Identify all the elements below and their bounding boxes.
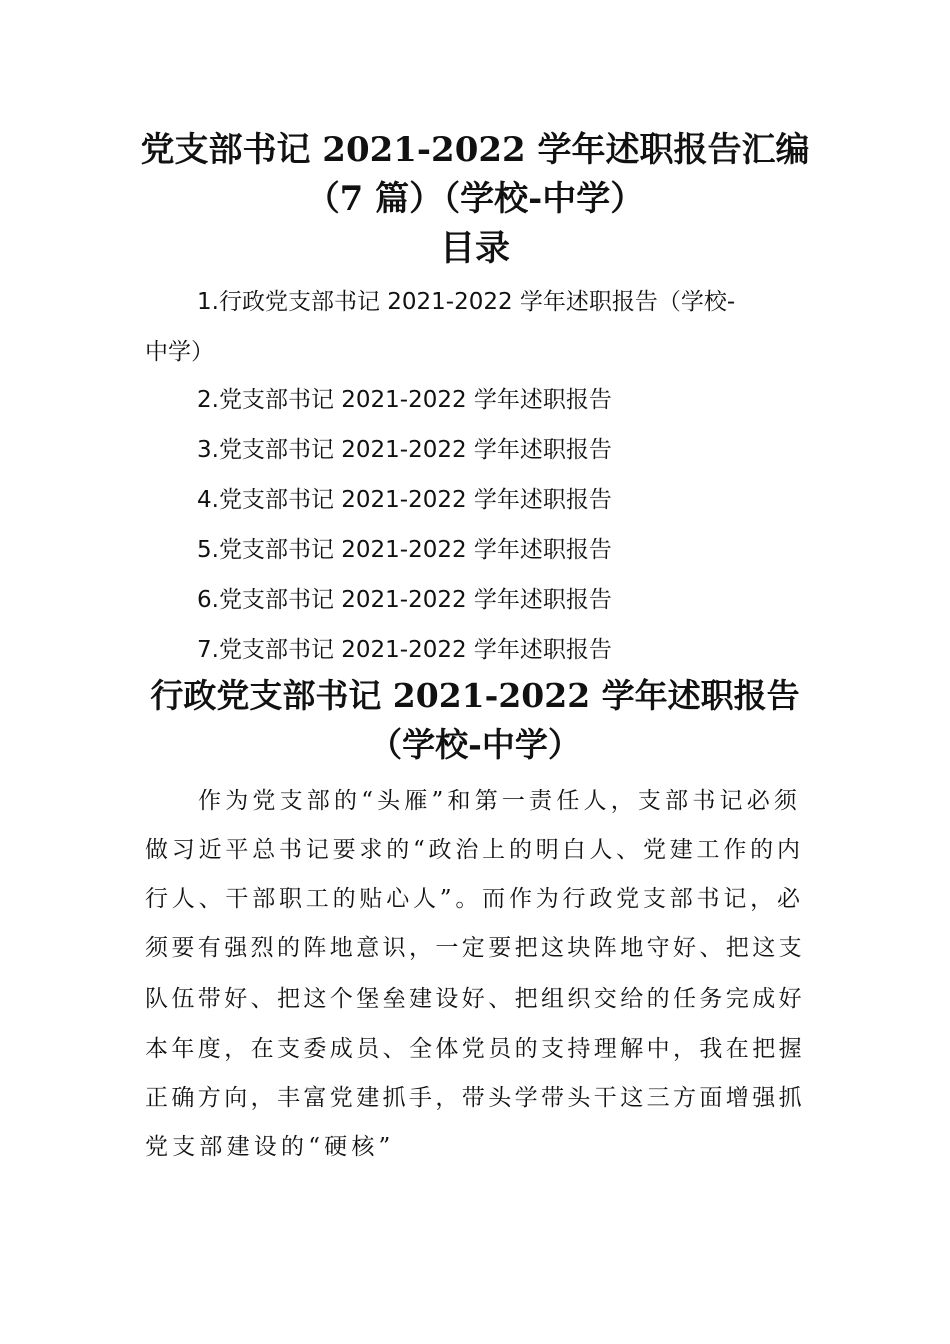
paragraph-line: 正确方向，丰富党建抓手，带头学带头干这三方面增强抓 <box>145 1085 805 1111</box>
paragraph-line: 队伍带好、把这个堡垒建设好、把组织交给的任务完成好 <box>145 986 805 1012</box>
article-title-line-1: 行政党支部书记 2021-2022 学年述职报告 <box>150 676 800 715</box>
document-title-line-2: （7 篇）（学校-中学） <box>305 179 645 219</box>
toc-item-4: 4.党支部书记 2021-2022 学年述职报告 <box>197 487 612 513</box>
paragraph-line: 须要有强烈的阵地意识，一定要把这块阵地守好、把这支 <box>145 935 805 961</box>
paragraph-line: 作为党支部的“头雁”和第一责任人，支部书记必须 <box>198 788 802 814</box>
paragraph-line: 本年度，在支委成员、全体党员的支持理解中，我在把握 <box>145 1036 805 1062</box>
toc-item-7: 7.党支部书记 2021-2022 学年述职报告 <box>197 637 612 663</box>
toc-item-1: 1.行政党支部书记 2021-2022 学年述职报告（学校- <box>197 289 736 315</box>
toc-item-3: 3.党支部书记 2021-2022 学年述职报告 <box>197 437 612 463</box>
toc-item-1-continued: 中学） <box>145 339 214 365</box>
toc-item-5: 5.党支部书记 2021-2022 学年述职报告 <box>197 537 612 563</box>
article-title-line-2: （学校-中学） <box>369 725 581 764</box>
toc-heading: 目录 <box>439 228 510 269</box>
paragraph-line: 做习近平总书记要求的“政治上的明白人、党建工作的内 <box>145 837 804 863</box>
document-title-line-1: 党支部书记 2021-2022 学年述职报告汇编 <box>140 130 810 170</box>
paragraph-line: 行人、干部职工的贴心人”。而作为行政党支部书记，必 <box>145 886 804 912</box>
toc-item-6: 6.党支部书记 2021-2022 学年述职报告 <box>197 587 612 613</box>
toc-item-2: 2.党支部书记 2021-2022 学年述职报告 <box>197 387 612 413</box>
paragraph-line: 党支部建设的“硬核” <box>145 1134 395 1160</box>
